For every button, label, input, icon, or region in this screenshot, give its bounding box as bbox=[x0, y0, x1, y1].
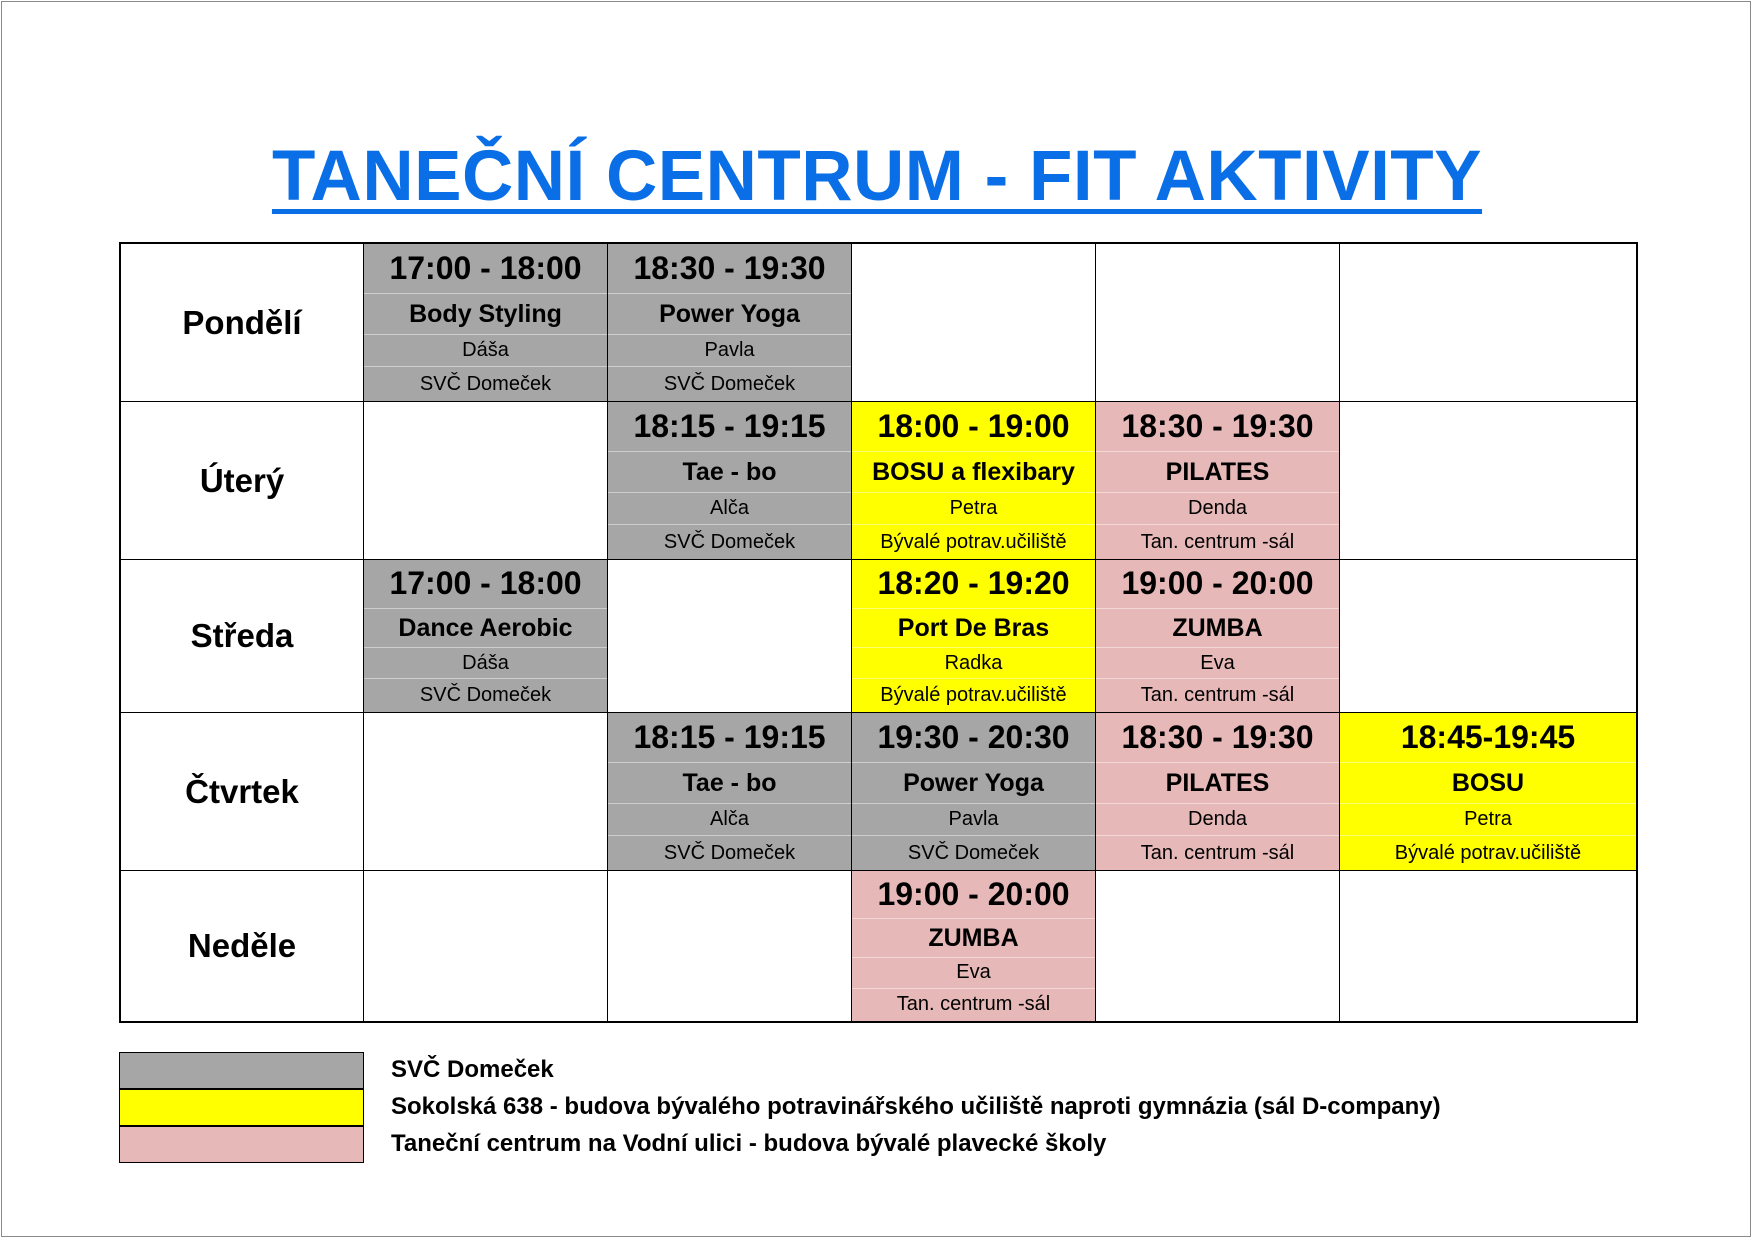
page-title bbox=[0, 136, 1754, 217]
venue-name: Tan. centrum -sál bbox=[1096, 524, 1339, 559]
class-time: 18:20 - 19:20 bbox=[877, 565, 1070, 602]
empty-slot bbox=[364, 713, 608, 871]
schedule-table bbox=[119, 242, 1638, 1023]
class-slot bbox=[1096, 560, 1340, 713]
class-slot bbox=[364, 560, 608, 713]
class-time: 18:30 - 19:30 bbox=[1121, 408, 1314, 445]
empty-slot bbox=[1096, 871, 1340, 1021]
empty-slot bbox=[1340, 244, 1636, 402]
class-time: 17:00 - 18:00 bbox=[389, 565, 582, 602]
instructor-name: Alča bbox=[608, 803, 851, 835]
empty-slot bbox=[364, 871, 608, 1021]
instructor-name: Dáša bbox=[364, 647, 607, 678]
class-slot bbox=[1096, 713, 1340, 871]
class-time: 18:45-19:45 bbox=[1400, 719, 1576, 756]
instructor-name: Radka bbox=[852, 647, 1095, 678]
class-time: 17:00 - 18:00 bbox=[389, 250, 582, 287]
venue-name: SVČ Domeček bbox=[608, 524, 851, 559]
legend-swatch-pink bbox=[119, 1126, 364, 1163]
venue-name: Tan. centrum -sál bbox=[1096, 678, 1339, 712]
class-time: 18:30 - 19:30 bbox=[1121, 719, 1314, 756]
class-name: PILATES bbox=[1096, 762, 1339, 803]
class-slot bbox=[852, 560, 1096, 713]
class-slot bbox=[608, 244, 852, 402]
venue-name: SVČ Domeček bbox=[608, 366, 851, 401]
class-name: BOSU a flexibary bbox=[852, 451, 1095, 492]
instructor-name: Petra bbox=[852, 492, 1095, 524]
class-slot bbox=[852, 871, 1096, 1021]
class-name: PILATES bbox=[1096, 451, 1339, 492]
instructor-name: Petra bbox=[1340, 803, 1636, 835]
empty-slot bbox=[1096, 244, 1340, 402]
empty-slot bbox=[364, 402, 608, 560]
class-time: 18:00 - 19:00 bbox=[877, 408, 1070, 445]
class-name: Body Styling bbox=[364, 293, 607, 334]
venue-name: Bývalé potrav.učiliště bbox=[852, 524, 1095, 559]
day-label: Čtvrtek bbox=[121, 713, 364, 871]
instructor-name: Eva bbox=[1096, 647, 1339, 678]
empty-slot bbox=[852, 244, 1096, 402]
venue-name: SVČ Domeček bbox=[852, 835, 1095, 870]
legend-label: SVČ Domeček bbox=[391, 1056, 554, 1083]
venue-name: SVČ Domeček bbox=[364, 366, 607, 401]
venue-name: Tan. centrum -sál bbox=[1096, 835, 1339, 870]
class-slot bbox=[608, 713, 852, 871]
class-name: Tae - bo bbox=[608, 451, 851, 492]
class-time: 18:15 - 19:15 bbox=[633, 719, 826, 756]
class-name: BOSU bbox=[1340, 762, 1636, 803]
legend-label: Sokolská 638 - budova bývalého potravinářského učiliště naproti gymnázia (sál D-company) bbox=[391, 1093, 1441, 1120]
legend-label: Taneční centrum na Vodní ulici - budova bývalé plavecké školy bbox=[391, 1130, 1107, 1157]
class-slot bbox=[852, 402, 1096, 560]
day-label: Pondělí bbox=[121, 244, 364, 402]
venue-name: Bývalé potrav.učiliště bbox=[1340, 835, 1636, 870]
empty-slot bbox=[608, 871, 852, 1021]
class-slot bbox=[1096, 402, 1340, 560]
class-slot bbox=[852, 713, 1096, 871]
empty-slot bbox=[608, 560, 852, 713]
venue-name: Bývalé potrav.učiliště bbox=[852, 678, 1095, 712]
class-name: Port De Bras bbox=[852, 608, 1095, 648]
class-time: 19:00 - 20:00 bbox=[1121, 565, 1314, 602]
class-time: 19:00 - 20:00 bbox=[877, 876, 1070, 913]
legend-swatch-yellow bbox=[119, 1089, 364, 1126]
venue-name: SVČ Domeček bbox=[364, 678, 607, 712]
class-name: Power Yoga bbox=[608, 293, 851, 334]
instructor-name: Pavla bbox=[852, 803, 1095, 835]
class-name: Tae - bo bbox=[608, 762, 851, 803]
class-name: ZUMBA bbox=[1096, 608, 1339, 648]
instructor-name: Eva bbox=[852, 957, 1095, 987]
day-label: Středa bbox=[121, 560, 364, 713]
class-time: 18:15 - 19:15 bbox=[633, 408, 826, 445]
class-time: 18:30 - 19:30 bbox=[633, 250, 826, 287]
empty-slot bbox=[1340, 560, 1636, 713]
instructor-name: Denda bbox=[1096, 492, 1339, 524]
instructor-name: Denda bbox=[1096, 803, 1339, 835]
class-slot bbox=[608, 402, 852, 560]
instructor-name: Dáša bbox=[364, 334, 607, 366]
legend-swatch-gray bbox=[119, 1052, 364, 1089]
venue-name: SVČ Domeček bbox=[608, 835, 851, 870]
class-slot bbox=[364, 244, 608, 402]
class-time: 19:30 - 20:30 bbox=[877, 719, 1070, 756]
class-name: Dance Aerobic bbox=[364, 608, 607, 648]
page-title-text: TANEČNÍ CENTRUM - FIT AKTIVITY bbox=[271, 137, 1483, 216]
class-name: ZUMBA bbox=[852, 918, 1095, 957]
class-slot bbox=[1340, 713, 1636, 871]
empty-slot bbox=[1340, 402, 1636, 560]
day-label: Úterý bbox=[121, 402, 364, 560]
venue-name: Tan. centrum -sál bbox=[852, 988, 1095, 1021]
class-name: Power Yoga bbox=[852, 762, 1095, 803]
day-label: Neděle bbox=[121, 871, 364, 1021]
empty-slot bbox=[1340, 871, 1636, 1021]
instructor-name: Alča bbox=[608, 492, 851, 524]
instructor-name: Pavla bbox=[608, 334, 851, 366]
